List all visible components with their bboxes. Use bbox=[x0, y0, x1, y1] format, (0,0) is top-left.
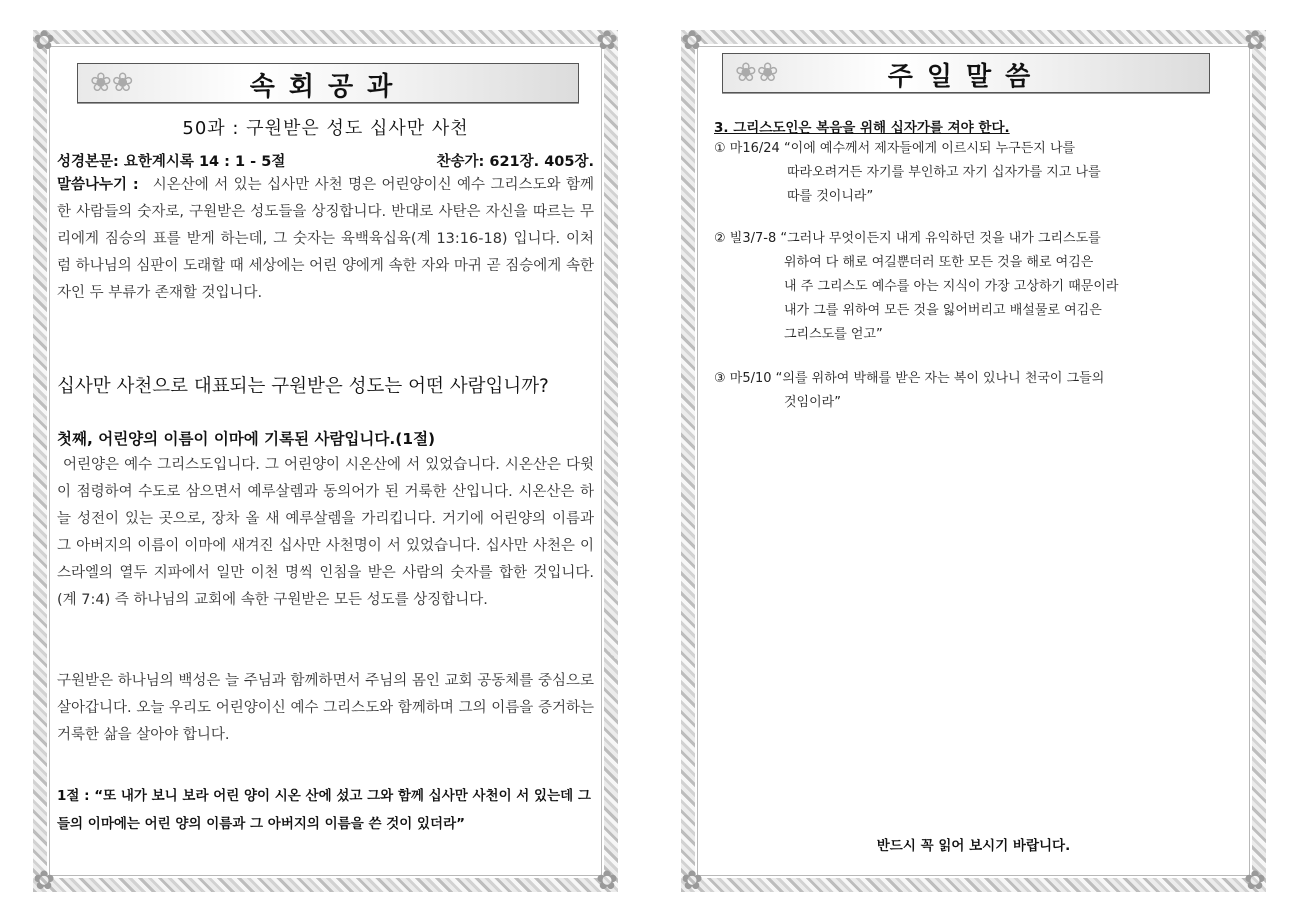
flower-ornament-icon: ✿ bbox=[681, 866, 703, 896]
hymn-reference: 찬송가: 621장. 405장. bbox=[436, 154, 594, 170]
reference-line: ② 빌3/7-8 “그러나 무엇이든지 내게 유익하던 것을 내가 그리스도를 bbox=[714, 231, 1101, 246]
reference-line: 내가 그를 위하여 모든 것을 잃어버리고 배설물로 여김은 bbox=[784, 303, 1102, 318]
flower-ornament-icon: ✿ bbox=[681, 26, 703, 56]
banner-title: 주일말씀 bbox=[887, 62, 1045, 92]
main-question: 십사만 사천으로 대표되는 구원받은 성도는 어떤 사람입니까? bbox=[57, 376, 549, 397]
scripture-reference: 성경본문: 요한계시록 14 : 1 - 5절 bbox=[57, 154, 286, 170]
sharing-label: 말씀나누기 : bbox=[57, 177, 139, 193]
verse-quote: 1절 : “또 내가 보니 보라 어린 양이 시온 산에 섰고 그와 함께 십사만 사천이 서 있는데 그들의 이마에는 어린 양의 이름과 그 아버지의 이름을 쓴 것이 있더라” bbox=[57, 788, 591, 832]
flower-ornament-icon: ✿ bbox=[1244, 26, 1266, 56]
left-page bbox=[33, 26, 618, 896]
reference-line: 따를 것이니라” bbox=[787, 189, 874, 204]
sermon-point-heading: 3. 그리스도인은 복음을 위해 십자가를 져야 한다. bbox=[714, 120, 1010, 136]
sharing-text: 시온산에 서 있는 십사만 사천 명은 어린양이신 예수 그리스도와 함께한 사람들의 숫자로, 구원받은 성도들을 상징합니다. 반대로 사탄은 자신을 따르는 무리에게 짐승의 표를 받게 하는데, 그 숫자는 육백육십육(계 13:16-18) 입니다. 이처럼 하나님의 심판이 도래할 때 세상에는 어린 양에게 속한 자와 마귀 곧 짐승에게 속한 자인 두 부류가 존재할 것입니다. bbox=[57, 177, 594, 301]
application-paragraph: 구원받은 하나님의 백성은 늘 주님과 함께하면서 주님의 몸인 교회 공동체를 중심으로 살아갑니다. 오늘 우리도 어린양이신 예수 그리스도와 함께하며 그의 이름을 증거하는 거룩한 삶을 살아야 합니다. bbox=[57, 673, 594, 743]
reference-line: 것임이라” bbox=[784, 395, 841, 410]
reference-item bbox=[714, 367, 1236, 415]
flower-ornament-icon: ✿ bbox=[596, 26, 618, 56]
first-point-paragraph: 어린양은 예수 그리스도입니다. 그 어린양이 시온산에 서 있었습니다. 시온산은 다윗이 점령하여 수도로 삼으면서 예루살렘과 동의어가 된 거룩한 산입니다. 시온산은 하늘 성전이 있는 곳으로, 장차 올 새 예루살렘을 가리킵니다. 거기에 어린양의 이름과 그 아버지의 이름이 이마에 새겨진 십사만 사천명이 서 있었습니다. 십사만 사천은 이스라엘의 열두 지파에서 일만 이천 명씩 인침을 받은 사람의 숫자를 합한 것입니다.(계 7:4) 즉 하나님의 교회에 속한 구원받은 모든 성도를 상징합니다. bbox=[57, 457, 594, 608]
banner-title: 속회공과 bbox=[249, 72, 407, 102]
reference-line: 내 주 그리스도 예수를 아는 지식이 가장 고상하기 때문이라 bbox=[784, 279, 1119, 294]
reference-line: ③ 마5/10 “의를 위하여 박해를 받은 자는 복이 있나니 천국이 그들의 bbox=[714, 371, 1105, 386]
flower-ornament-icon: ✿ bbox=[33, 26, 55, 56]
reference-line: 그리스도를 얻고” bbox=[784, 327, 883, 342]
reference-line: ① 마16/24 “이에 예수께서 제자들에게 이르시되 누구든지 나를 bbox=[714, 141, 1076, 156]
closing-note: 반드시 꼭 읽어 보시기 바랍니다. bbox=[876, 838, 1071, 854]
reference-item bbox=[714, 137, 1236, 209]
scripture-hymn-line bbox=[57, 150, 594, 171]
reference-line: 따라오려거든 자기를 부인하고 자기 십자가를 지고 나를 bbox=[787, 165, 1101, 180]
lesson-title: 50과 : 구원받은 성도 십사만 사천 bbox=[182, 118, 469, 139]
reference-item bbox=[714, 227, 1236, 347]
title-banner bbox=[77, 63, 579, 103]
title-banner bbox=[722, 53, 1210, 93]
flower-ornament-icon: ✿ bbox=[33, 866, 55, 896]
right-page bbox=[681, 26, 1266, 896]
reference-line: 위하여 다 해로 여길뿐더러 또한 모든 것을 해로 여김은 bbox=[784, 255, 1094, 270]
first-point-heading: 첫째, 어린양의 이름이 이마에 기록된 사람입니다.(1절) bbox=[57, 430, 436, 448]
flower-ornament-icon: ✿ bbox=[596, 866, 618, 896]
daisy-icon: ❀❀ bbox=[90, 68, 134, 98]
flower-ornament-icon: ✿ bbox=[1244, 866, 1266, 896]
daisy-icon: ❀❀ bbox=[735, 58, 779, 88]
sharing-paragraph bbox=[57, 172, 594, 307]
